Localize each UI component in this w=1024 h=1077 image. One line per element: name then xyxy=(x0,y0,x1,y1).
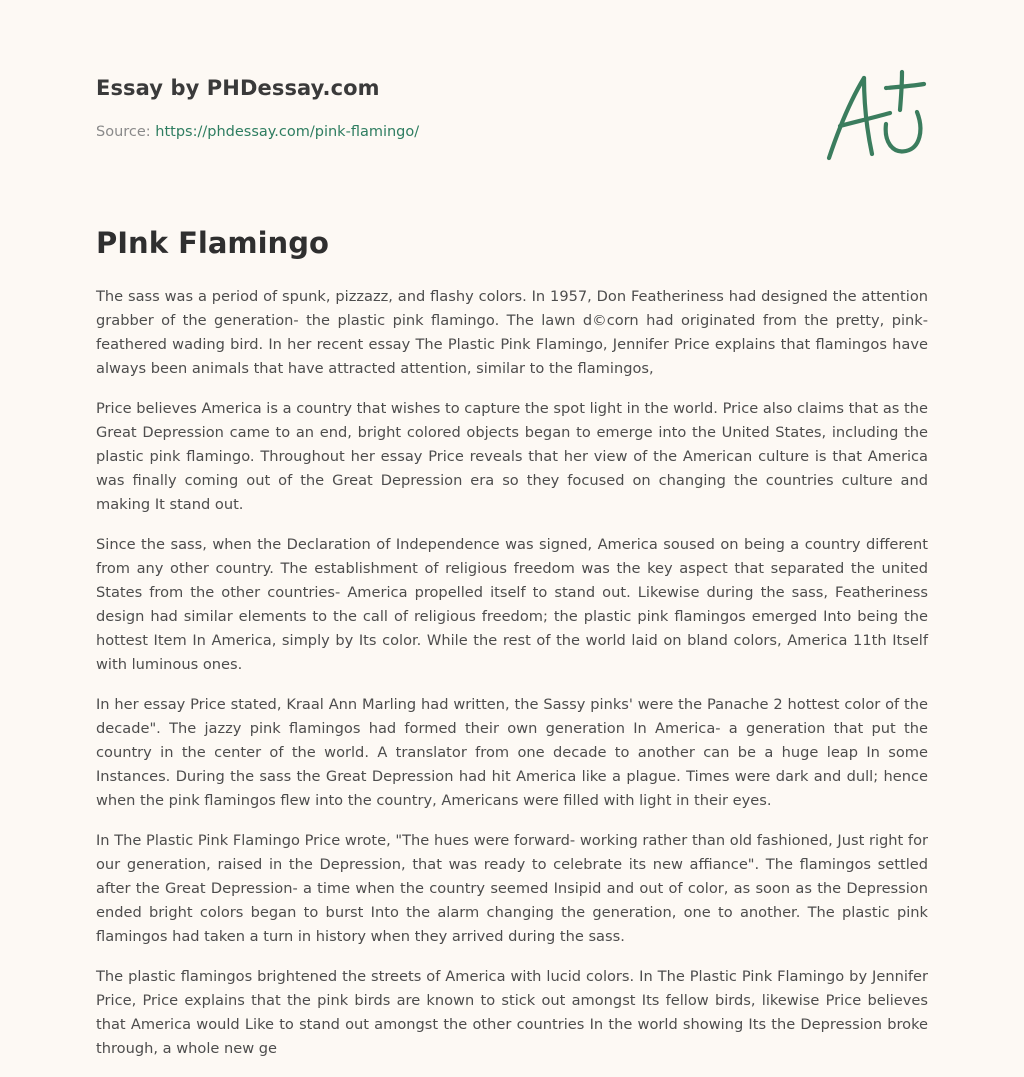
essay-title: PInk Flamingo xyxy=(96,226,329,260)
source-line xyxy=(96,124,419,140)
essay-paragraph: In her essay Price stated, Kraal Ann Marling had written, the Sassy pinks' were the Panache 2 hottest color of the decade". The jazzy pink flamingos had formed their own generation In America- a generation that put the country in the center of the world. A translator from one decade to another can be a huge leap In some Instances. During the sass the Great Depression had hit America like a plague. Times were dark and dull; hence when the pink flamingos flew into the country, Americans were filled with light in their eyes. xyxy=(96,696,928,809)
source-link[interactable]: https://phdessay.com/pink-flamingo/ xyxy=(155,124,420,140)
essay-body xyxy=(96,285,928,1077)
essay-paragraph: The sass was a period of spunk, pizzazz, and flashy colors. In 1957, Don Featheriness had designed the attention grabber of the generation- the plastic pink flamingo. The lawn d©corn had originated from the pretty, pink-feathered wading bird. In her recent essay The Plastic Pink Flamingo, Jennifer Price explains that flamingos have always been animals that have attracted attention, similar to the flamingos, xyxy=(96,288,928,377)
source-label: Source: xyxy=(96,124,151,140)
essay-paragraph: In The Plastic Pink Flamingo Price wrote, "The hues were forward- working rather than old fashioned, Just right for our generation, raised in the Depression, that was ready to celebrate its new affiance". The flamingos settled after the Great Depression- a time when the country seemed Insipid and out of color, as soon as the Depression ended bright colors began to burst Into the alarm changing the generation, one to another. The plastic pink flamingos had taken a turn in history when they arrived during the sass. xyxy=(96,832,928,945)
essay-paragraph: Price believes America is a country that wishes to capture the spot light in the world. Price also claims that as the Great Depression came to an end, bright colored objects began to emerge into the United States, including the plastic pink flamingo. Throughout her essay Price reveals that her view of the American culture is that America was finally coming out of the Great Depression era so they focused on changing the countries culture and making It stand out. xyxy=(96,400,928,513)
essay-paragraph: The plastic flamingos brightened the streets of America with lucid colors. In The Plastic Pink Flamingo by Jennifer Price, Price explains that the pink birds are known to stick out amongst Its fellow birds, likewise Price believes that America would Like to stand out amongst the other countries In the world showing Its the Depression broke through, a whole new ge xyxy=(96,968,928,1057)
site-title: Essay by PHDessay.com xyxy=(96,76,380,100)
essay-paragraph: Since the sass, when the Declaration of Independence was signed, America soused on being a country different from any other country. The establishment of religious freedom was the key aspect that separated the united States from the other countries- America propelled itself to stand out. Likewise during the sass, Featheriness design had similar elements to the call of religious freedom; the plastic pink flamingos emerged Into being the hottest Item In America, simply by Its color. While the rest of the world laid on bland colors, America 11th Itself with luminous ones. xyxy=(96,536,928,673)
a-plus-grade-icon xyxy=(820,66,930,166)
